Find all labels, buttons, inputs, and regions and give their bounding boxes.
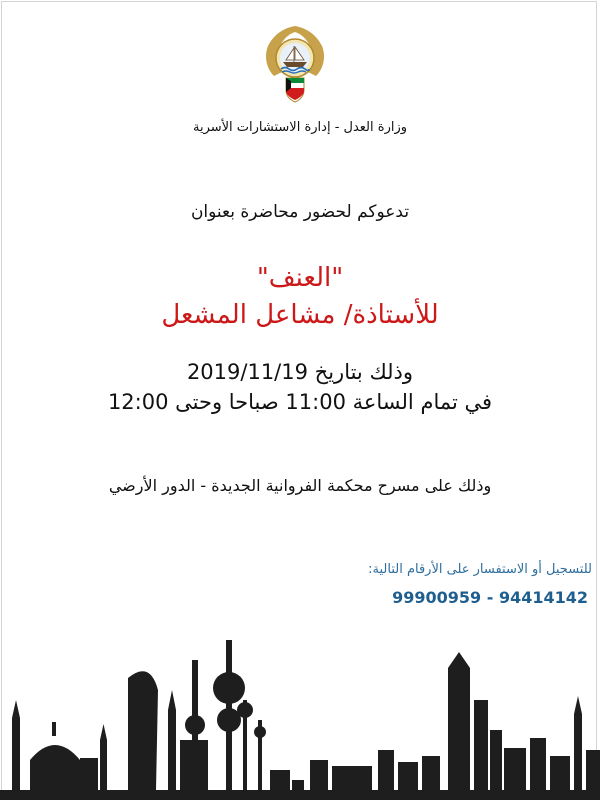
contact-label: للتسجيل أو الاستفسار على الأرقام التالية:: [368, 562, 592, 577]
kuwait-skyline-icon: [0, 630, 600, 800]
invitation-text: تدعوكم لحضور محاضرة بعنوان: [190, 202, 410, 222]
ministry-header: وزارة العدل - إدارة الاستشارات الأسرية: [192, 120, 408, 135]
venue-line: وذلك على مسرح محكمة الفروانية الجديدة - الدور الأرضي: [108, 476, 492, 495]
lecture-title: "العنف": [256, 263, 344, 293]
speaker-name: للأستاذة/ مشاعل المشعل: [161, 300, 439, 330]
kuwait-emblem-icon: [258, 22, 332, 106]
contact-numbers: 99900959 - 94414142: [392, 588, 588, 607]
date-line: وذلك بتاريخ 2019/11/19: [186, 360, 414, 384]
time-line: في تمام الساعة 11:00 صباحا وحتى 12:00: [107, 390, 493, 414]
